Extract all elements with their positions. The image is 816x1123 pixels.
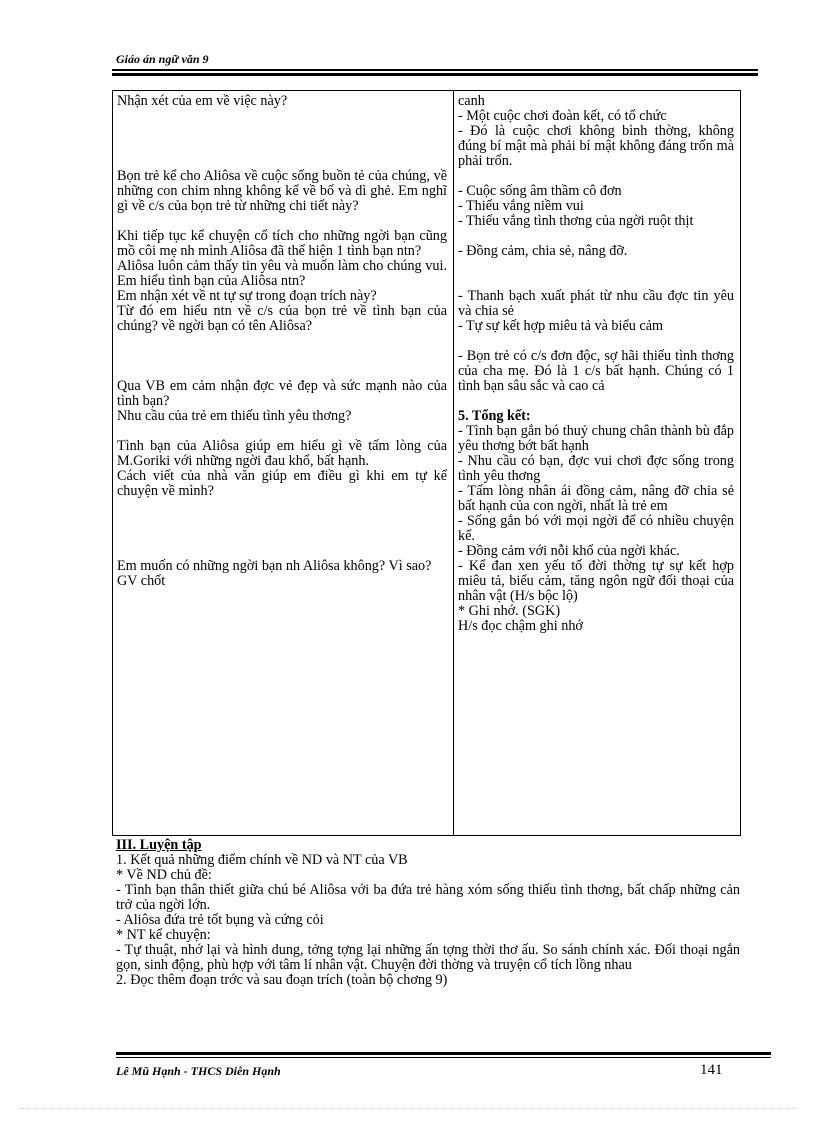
page-edge-divider <box>20 1108 796 1109</box>
question-item: Qua VB em cảm nhận đợc vẻ đẹp và sức mạnh nào của tình bạn? <box>117 378 447 409</box>
answer-item: - Đó là cuộc chơi không bình thờng, không đúng bí mật mà phải bí mật không đáng trốn mà phải trốn. <box>458 123 734 169</box>
question-item: Từ đó em hiểu ntn về c/s của bọn trẻ về tình bạn của chúng? về ngời bạn có tên Aliôsa? <box>117 303 447 334</box>
answer-item: - Nhu cầu có bạn, đợc vui chơi đợc sống trong tình yêu thơng <box>458 453 734 484</box>
footer-author: Lê Mũ Hạnh - THCS Diễn Hạnh <box>116 1064 281 1078</box>
header-rule-thick <box>112 73 758 76</box>
answer-item: - Sống gắn bó với mọi ngời để có nhiều chuyện kể. <box>458 513 734 544</box>
answer-item: - Thiếu vắng niềm vui <box>458 198 584 214</box>
question-item: Tình bạn của Aliôsa giúp em hiểu gì về tấm lòng của M.Goriki với những ngời đau khổ, bất hạnh. <box>117 438 447 469</box>
section-line: - Tình bạn thân thiết giữa chú bé Aliôsa với ba đứa trẻ hàng xóm sống thiếu tình thơng, bất chấp những cản trở của ngời lớn. <box>116 882 740 913</box>
answer-item: - Tự sự kết hợp miêu tả và biểu cảm <box>458 318 664 334</box>
question-item: Em nhận xét về nt tự sự trong đoạn trích này? <box>117 288 377 304</box>
answer-item: - Tình bạn gắn bó thuỷ chung chân thành bù đắp yêu thơng bớt bất hạnh <box>458 423 734 454</box>
section-line: * Về ND chủ đề: <box>116 867 212 883</box>
answers-column <box>454 91 741 836</box>
section-line: - Tự thuật, nhớ lại và hình dung, tởng tợng lại những ấn tợng thời thơ ấu. So sánh chính xác. Đối thoại ngắn gọn, sinh động, phù hợp với tâm lí nhân vật. Chuyện đời thờng và truyện cổ tích lồng nhau <box>116 942 740 973</box>
question-item: Aliôsa luôn cảm thấy tin yêu và muốn làm cho chúng vui. Em hiểu tình bạn của Aliôsa ntn? <box>117 258 447 289</box>
section-line: - Aliôsa đứa trẻ tốt bụng và cứng cỏi <box>116 912 324 928</box>
answer-item: - Cuộc sống âm thầm cô đơn <box>458 183 622 199</box>
answer-item: - Tấm lòng nhân ái đồng cảm, nâng đỡ chia sẻ bất hạnh của con ngời, nhất là trẻ em <box>458 483 734 514</box>
question-item: Khi tiếp tục kể chuyện cổ tích cho những ngời bạn cũng mồ côi mẹ nh mình Aliôsa đã thể hiện 1 tình bạn ntn? <box>117 228 447 259</box>
header-rule-thin <box>112 69 758 71</box>
question-item: Bọn trẻ kể cho Aliôsa về cuộc sống buồn tẻ của chúng, về những con chim nhng không kể về bố và dì ghẻ. Em nghĩ gì về c/s của bọn trẻ từ những chi tiết này? <box>117 168 447 214</box>
question-item: Nhận xét của em về việc này? <box>117 93 288 109</box>
answer-item: - Bọn trẻ có c/s đơn độc, sợ hãi thiếu tình thơng của cha mẹ. Đó là 1 c/s bất hạnh. Chúng có 1 tình bạn sâu sắc và cao cả <box>458 348 734 394</box>
practice-section <box>116 838 740 988</box>
answer-item: H/s đọc chậm ghi nhớ <box>458 618 583 634</box>
page-number: 141 <box>700 1062 723 1078</box>
answer-item: - Kể đan xen yếu tố đời thờng tự sự kết hợp miêu tả, biểu cảm, tăng ngôn ngữ đối thoại của nhân vật (H/s bộc lộ) <box>458 558 734 604</box>
section-line: 1. Kết quả những điểm chính về ND và NT của VB <box>116 852 408 868</box>
question-item: Cách viết của nhà văn giúp em điều gì khi em tự kể chuyện về mình? <box>117 468 447 499</box>
section-line: * NT kể chuyện: <box>116 927 211 943</box>
answer-item: - Đồng cảm, chia sẻ, nâng đỡ. <box>458 243 628 259</box>
section-line: 2. Đọc thêm đoạn trớc và sau đoạn trích (toàn bộ chơng 9) <box>116 972 448 988</box>
answer-item: - Một cuộc chơi đoàn kết, có tổ chức <box>458 108 667 124</box>
section-title: III. Luyện tập <box>116 837 202 853</box>
lesson-table <box>112 90 741 836</box>
answer-item: - Thanh bạch xuất phát từ nhu cầu đợc tin yêu và chia sẻ <box>458 288 734 319</box>
question-item: Em muốn có những ngời bạn nh Aliôsa không? Vì sao? <box>117 558 432 574</box>
answer-item: - Đồng cảm với nỗi khổ của ngời khác. <box>458 543 680 559</box>
answer-item: canh <box>458 93 485 109</box>
summary-heading: 5. Tổng kết: <box>458 408 531 424</box>
teacher-questions-column <box>113 91 454 836</box>
question-item: Nhu cầu của trẻ em thiếu tình yêu thơng? <box>117 408 352 424</box>
question-item: GV chốt <box>117 573 166 589</box>
footer-rule-thin <box>116 1057 771 1058</box>
footer-rule-thick <box>116 1052 771 1055</box>
answer-item: * Ghi nhớ. (SGK) <box>458 603 561 619</box>
page-header: Giáo án ngữ văn 9 <box>116 52 209 66</box>
answer-item: - Thiếu vắng tình thơng của ngời ruột thịt <box>458 213 694 229</box>
